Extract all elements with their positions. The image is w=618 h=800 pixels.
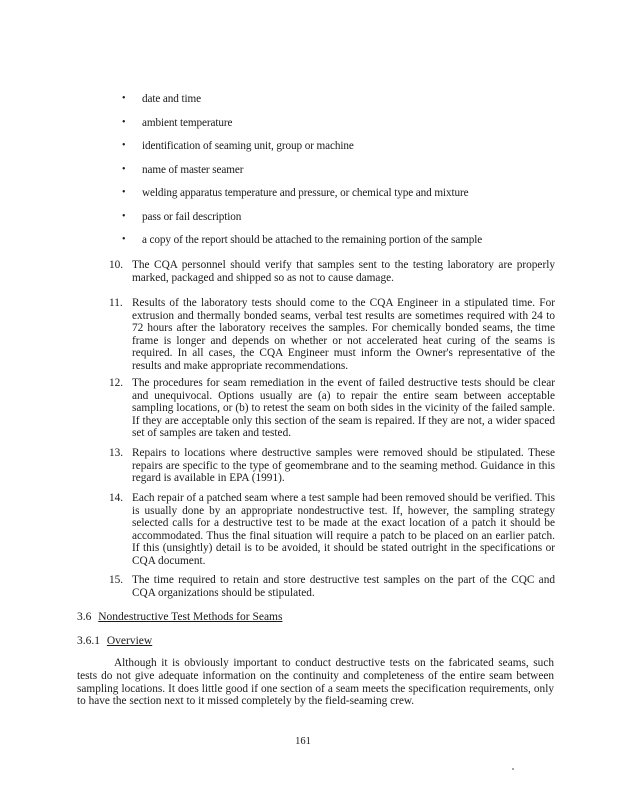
bullet-item: • welding apparatus temperature and pressure, or chemical type and mixture [122,187,469,199]
section-title: Nondestructive Test Methods for Seams [98,611,283,623]
numbered-item-10 [109,259,555,284]
bullet-glyph: • [122,210,126,222]
item-text: The CQA personnel should verify that samples sent to the testing laboratory are properly marked, packaged and shipped so as not to cause damage. [132,259,555,284]
subsection-heading [77,634,152,648]
item-number: 14. [109,492,124,504]
bullet-glyph: • [122,163,126,175]
bullet-item: • pass or fail description [122,210,242,223]
item-number: 11. [109,297,123,309]
bullet-item: • name of master seamer [122,163,244,176]
item-text: The procedures for seam remediation in the event of failed destructive tests should be clear and unequivocal. Options usually are (a) to repair the entire seam between acceptable sampling locations, or (b) to retest the seam on both sides in the vicinity of the failed sample. If they are acceptable only this section of the seam is repaired. If they are not, a wider spaced set of samples are taken and tested. [132,377,555,439]
item-number: 12. [109,377,124,389]
subsection-title: Overview [106,635,153,647]
bullet-glyph: • [122,93,126,104]
bullet-glyph: • [122,140,126,151]
item-text: Results of the laboratory tests should come to the CQA Engineer in a stipulated time. For extrusion and thermally bonded seams, verbal test results are sometimes required with 24 to 72 hours after the laboratory receives the samples. For chemically bonded seams, the time frame is longer and depends on whether or not accelerated heat curing of the seams is required. In all cases, the CQA Engineer must inform the Owner's representative of the results and make appropriate recommendations. [132,297,555,372]
item-text: Repairs to locations where destructive samples were removed should be stipulated. These repairs are specific to the type of geomembrane and to the seaming method. Guidance in this regard is available in EPA (1991). [132,447,555,484]
section-heading [77,610,282,624]
sample-info-bullet-list [122,92,562,257]
bullet-glyph: • [122,116,126,128]
item-number: 15. [109,574,124,586]
page-number: 161 [295,736,311,747]
numbered-item-12 [109,377,555,440]
numbered-item-14 [109,492,555,567]
overview-paragraph: Although it is obviously important to conduct destructive tests on the fabricated seams, such tests do not give adequate information on the continuity and completeness of the entire seam between sampling locations. It does little good if one section of a seam meets the specification requirements, only to have the section next to it missed completely by the field-seaming crew. [77,657,554,708]
bullet-item: • date and time [122,93,201,105]
numbered-item-13 [109,447,555,485]
numbered-item-11 [109,297,555,372]
item-text: The time required to retain and store destructive test samples on the part of the CQC and CQA organizations should be stipulated. [132,574,555,599]
item-number: 13. [109,447,124,459]
bullet-glyph: • [122,187,126,198]
bullet-glyph: • [122,234,126,245]
bullet-item: • identification of seaming unit, group or machine [122,140,354,152]
section-number: 3.6 [77,611,92,623]
bullet-item: • ambient temperature [122,116,233,129]
bullet-item: • a copy of the report should be attached to the remaining portion of the sample [122,234,483,246]
subsection-number: 3.6.1 [77,635,100,647]
scan-speck [512,768,514,770]
item-text: Each repair of a patched seam where a test sample had been removed should be verified. This is usually done by an appropriate nondestructive test. If, however, the sampling strategy selected calls for a destructive test to be made at the exact location of a patch it should be accommodated. Thus the final situation will require a patch to be placed on an earlier patch. If this (unsightly) detail is to be avoided, it should be stated outright in the specifications or CQA document. [132,492,555,567]
numbered-item-15 [109,574,555,599]
item-number: 10. [109,259,124,271]
